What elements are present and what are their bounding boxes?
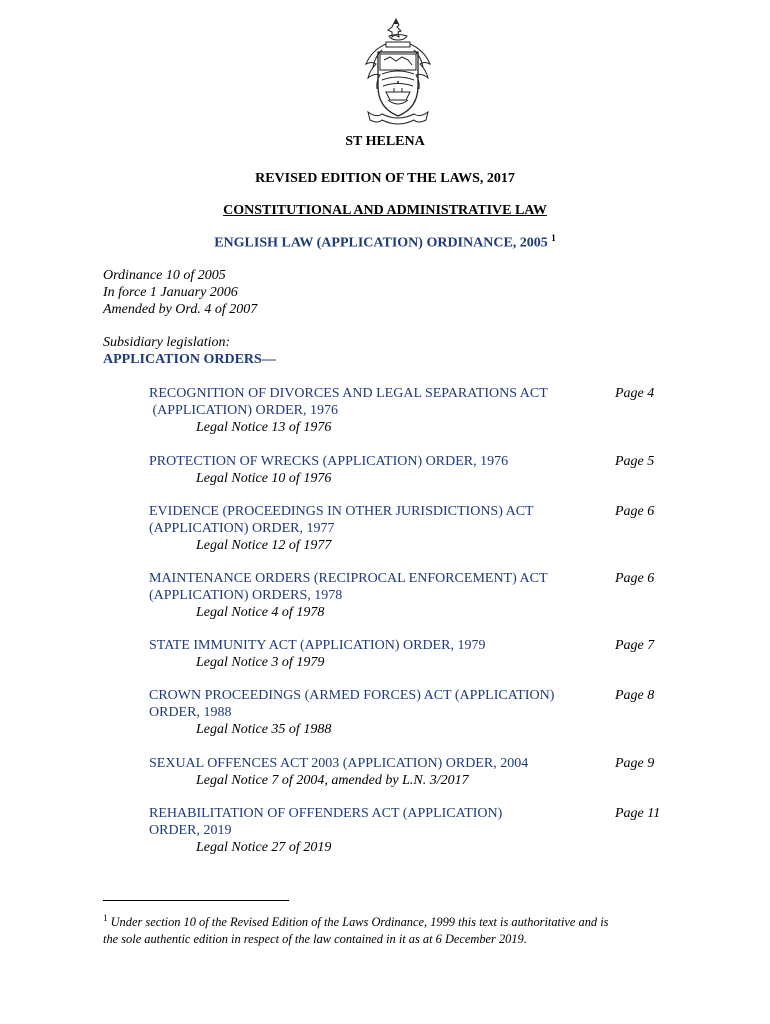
order-title-line2: (APPLICATION) ORDER, 1976 xyxy=(149,403,338,418)
footnote-number: 1 xyxy=(103,913,108,923)
page-reference[interactable]: Page 7 xyxy=(615,638,655,653)
order-title-line1: SEXUAL OFFENCES ACT 2003 (APPLICATION) ORDER, 2004 xyxy=(149,756,529,771)
footnote-line1 xyxy=(103,910,703,931)
page-reference[interactable]: Page 6 xyxy=(615,504,655,519)
order-title-line2: (APPLICATION) ORDERS, 1978 xyxy=(149,588,343,603)
order-entry[interactable] xyxy=(149,503,749,554)
order-entry[interactable] xyxy=(149,755,749,789)
legal-notice: Legal Notice 35 of 1988 xyxy=(196,722,332,737)
order-title-line1: PROTECTION OF WRECKS (APPLICATION) ORDER, 1976 xyxy=(149,454,509,469)
legal-notice: Legal Notice 27 of 2019 xyxy=(196,840,332,855)
ordinance-title-text: ENGLISH LAW (APPLICATION) ORDINANCE, 2005 xyxy=(214,235,548,251)
amendment-note: Amended by Ord. 4 of 2007 xyxy=(103,302,258,317)
legal-notice: Legal Notice 4 of 1978 xyxy=(196,605,325,620)
subsidiary-label: Subsidiary legislation: xyxy=(103,335,231,350)
order-title-line2: ORDER, 2019 xyxy=(149,823,232,838)
order-title-line1: RECOGNITION OF DIVORCES AND LEGAL SEPARATIONS ACT xyxy=(149,386,548,401)
legal-notice: Legal Notice 12 of 1977 xyxy=(196,538,332,553)
jurisdiction-heading: ST HELENA xyxy=(345,134,425,149)
page-reference[interactable]: Page 8 xyxy=(615,688,655,703)
legal-notice: Legal Notice 3 of 1979 xyxy=(196,655,325,670)
ordinance-number: Ordinance 10 of 2005 xyxy=(103,268,226,283)
legal-notice: Legal Notice 7 of 2004, amended by L.N. 3/2017 xyxy=(196,773,469,788)
page-reference[interactable]: Page 5 xyxy=(615,454,655,469)
ordinance-title xyxy=(0,233,770,252)
page-reference[interactable]: Page 6 xyxy=(615,571,655,586)
order-title-line1: REHABILITATION OF OFFENDERS ACT (APPLICATION) xyxy=(149,806,503,821)
page-reference[interactable]: Page 11 xyxy=(615,806,661,821)
order-entry[interactable] xyxy=(149,805,749,856)
order-entry[interactable] xyxy=(149,570,749,621)
footnote xyxy=(103,910,703,948)
footnote-text-line1: Under section 10 of the Revised Edition of the Laws Ordinance, 1999 this text is authoritative and is xyxy=(110,915,609,930)
in-force-date: In force 1 January 2006 xyxy=(103,285,238,300)
page-reference[interactable]: Page 4 xyxy=(615,386,655,401)
footnote-reference[interactable]: 1 xyxy=(551,233,556,243)
order-entry[interactable] xyxy=(149,453,749,487)
order-title-line1: STATE IMMUNITY ACT (APPLICATION) ORDER, 1979 xyxy=(149,638,486,653)
order-title-line2: ORDER, 1988 xyxy=(149,705,232,720)
page-reference[interactable]: Page 9 xyxy=(615,756,655,771)
application-orders-heading: APPLICATION ORDERS— xyxy=(103,352,276,367)
order-entry[interactable] xyxy=(149,637,749,671)
legal-notice: Legal Notice 13 of 1976 xyxy=(196,420,332,435)
legal-notice: Legal Notice 10 of 1976 xyxy=(196,471,332,486)
footnote-divider xyxy=(103,900,289,901)
order-title-line2: (APPLICATION) ORDER, 1977 xyxy=(149,521,335,536)
st-helena-coat-of-arms xyxy=(356,16,440,128)
order-title-line1: EVIDENCE (PROCEEDINGS IN OTHER JURISDICTIONS) ACT xyxy=(149,504,534,519)
order-title-line1: CROWN PROCEEDINGS (ARMED FORCES) ACT (APPLICATION) xyxy=(149,688,555,703)
edition-heading: REVISED EDITION OF THE LAWS, 2017 xyxy=(255,171,515,186)
order-entry[interactable] xyxy=(149,385,749,436)
order-entry[interactable] xyxy=(149,687,749,738)
order-title-line1: MAINTENANCE ORDERS (RECIPROCAL ENFORCEMENT) ACT xyxy=(149,571,548,586)
footnote-text-line2: the sole authentic edition in respect of the law contained in it as at 6 December 2019. xyxy=(103,932,527,947)
category-heading: CONSTITUTIONAL AND ADMINISTRATIVE LAW xyxy=(223,203,547,218)
